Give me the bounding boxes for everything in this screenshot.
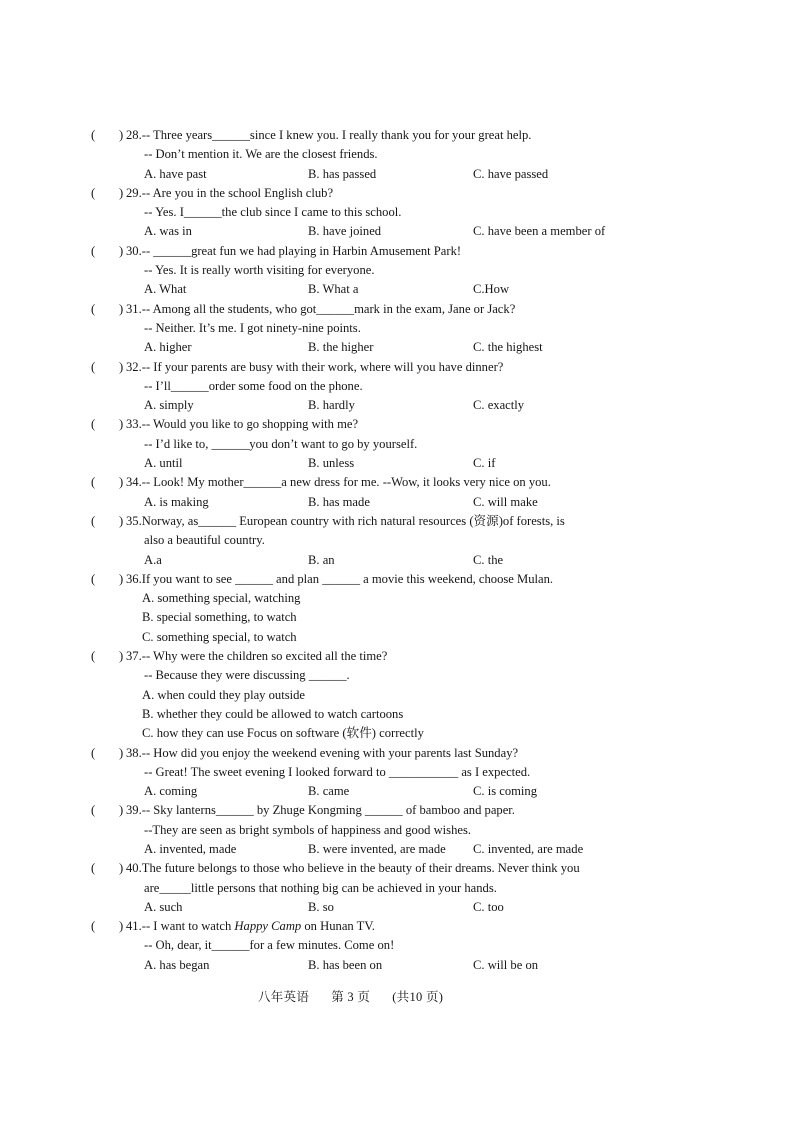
question-continuation-line xyxy=(86,203,646,222)
answer-blank[interactable]: ( ) xyxy=(91,861,124,876)
question-text: --They are seen as bright symbols of happiness and good wishes. xyxy=(144,822,472,837)
option-b[interactable]: B. whether they could be allowed to watch cartoons xyxy=(142,706,404,721)
answer-blank[interactable]: ( ) xyxy=(91,301,124,316)
answer-blank[interactable]: ( ) xyxy=(91,128,124,142)
question-text: -- I’d like to, ______you don’t want to go by yourself. xyxy=(144,436,418,451)
options-row xyxy=(86,493,646,512)
question-continuation-line xyxy=(86,261,646,280)
question-item xyxy=(86,126,646,184)
question-text: -- Yes. I______the club since I came to this school. xyxy=(144,205,402,220)
question-item xyxy=(86,242,646,300)
question-item xyxy=(86,744,646,802)
option-c[interactable]: C. will be on xyxy=(473,957,539,972)
footer-total-pages: (共10 页) xyxy=(392,990,444,1004)
answer-blank[interactable]: ( ) xyxy=(91,359,124,374)
question-stem-line xyxy=(86,300,646,319)
option-a[interactable]: A. when could they play outside xyxy=(142,687,305,702)
question-number: 28. xyxy=(126,128,142,142)
question-text: -- Why were the children so excited all the time? xyxy=(141,649,388,664)
option-b[interactable]: B. came xyxy=(308,784,350,799)
options-row xyxy=(86,782,646,801)
question-text: -- Yes. It is really worth visiting for everyone. xyxy=(144,263,375,278)
show-title: Happy Camp xyxy=(234,919,302,934)
option-a[interactable]: A. is making xyxy=(144,494,209,509)
question-text: -- Oh, dear, it______for a few minutes. Come on! xyxy=(144,938,395,953)
option-c[interactable]: C. if xyxy=(473,456,496,471)
option-c[interactable]: C. how they can use Focus on software (软件) correctly xyxy=(142,726,424,741)
question-continuation-line xyxy=(86,377,646,396)
question-number: 37. xyxy=(126,649,142,664)
options-row xyxy=(86,551,646,570)
option-b[interactable]: B. unless xyxy=(308,456,355,471)
question-number: 36. xyxy=(126,571,142,586)
question-item xyxy=(86,647,646,743)
option-c[interactable]: C. will make xyxy=(473,494,538,509)
option-c[interactable]: C. exactly xyxy=(473,398,525,413)
options-row xyxy=(86,165,646,184)
question-continuation-line xyxy=(86,435,646,454)
options-row xyxy=(86,628,646,647)
options-row xyxy=(86,686,646,705)
options-row xyxy=(86,338,646,357)
question-text: -- Sky lanterns______ by Zhuge Kongming ______ of bamboo and paper. xyxy=(141,803,515,818)
question-number: 41. xyxy=(126,919,142,934)
question-stem-line xyxy=(86,473,646,492)
question-stem-line xyxy=(86,512,646,531)
question-text: -- Great! The sweet evening I looked forward to ___________ as I expected. xyxy=(144,764,531,779)
question-number: 30. xyxy=(126,243,142,258)
option-a[interactable]: A. What xyxy=(144,282,187,297)
question-stem-line xyxy=(86,647,646,666)
question-number: 39. xyxy=(126,803,142,818)
option-b[interactable]: B. What a xyxy=(308,282,359,297)
question-text: -- I want to watch xyxy=(141,919,235,934)
question-text: -- Look! My mother______a new dress for me. --Wow, it looks very nice on you. xyxy=(141,475,551,490)
option-c[interactable]: C. is coming xyxy=(473,784,538,799)
question-text: -- Neither. It’s me. I got ninety-nine points. xyxy=(144,320,361,335)
question-continuation-line xyxy=(86,531,646,550)
question-number: 38. xyxy=(126,745,142,760)
question-text: -- Three years______since I knew you. I really thank you for your great help. xyxy=(141,128,532,142)
option-a[interactable]: A. higher xyxy=(144,340,192,355)
options-row xyxy=(86,724,646,743)
answer-blank[interactable]: ( ) xyxy=(91,649,124,664)
option-c[interactable]: C. have passed xyxy=(473,166,549,181)
question-item xyxy=(86,358,646,416)
footer-page-number: 第 3 页 xyxy=(331,990,371,1004)
options-row xyxy=(86,396,646,415)
question-stem-line xyxy=(86,917,646,936)
question-text: -- How did you enjoy the weekend evening with your parents last Sunday? xyxy=(141,745,519,760)
option-a[interactable]: A. was in xyxy=(144,224,192,239)
question-stem-line xyxy=(86,801,646,820)
options-row xyxy=(86,705,646,724)
option-c[interactable]: C. the highest xyxy=(473,340,543,355)
option-b[interactable]: B. have joined xyxy=(308,224,382,239)
question-item xyxy=(86,512,646,570)
question-text: -- I’ll______order some food on the phone. xyxy=(144,378,363,393)
question-continuation-line xyxy=(86,145,646,164)
option-b[interactable]: B. hardly xyxy=(308,398,355,413)
question-item xyxy=(86,859,646,917)
answer-blank[interactable]: ( ) xyxy=(91,513,124,528)
question-item xyxy=(86,415,646,473)
answer-blank[interactable]: ( ) xyxy=(91,475,124,490)
options-row xyxy=(86,608,646,627)
options-row xyxy=(86,956,646,975)
question-continuation-line xyxy=(86,821,646,840)
option-b[interactable]: B. an xyxy=(308,552,335,567)
option-a[interactable]: A. coming xyxy=(144,784,198,799)
option-a[interactable]: A. such xyxy=(144,899,183,914)
answer-blank[interactable]: ( ) xyxy=(91,185,124,200)
option-c[interactable]: C. something special, to watch xyxy=(142,629,297,644)
option-a[interactable]: A. has began xyxy=(144,957,210,972)
answer-blank[interactable]: ( ) xyxy=(91,243,124,258)
question-item xyxy=(86,801,646,859)
answer-blank[interactable]: ( ) xyxy=(91,745,124,760)
question-text: -- Are you in the school English club? xyxy=(141,185,334,200)
footer-subject: 八年英语 xyxy=(258,990,310,1004)
question-text: on Hunan TV. xyxy=(301,919,375,934)
question-text: -- Among all the students, who got______mark in the exam, Jane or Jack? xyxy=(141,301,516,316)
question-stem-line xyxy=(86,570,646,589)
question-stem-line xyxy=(86,242,646,261)
answer-blank[interactable]: ( ) xyxy=(91,919,124,934)
question-item xyxy=(86,917,646,975)
question-text: If you want to see ______ and plan ______ a movie this weekend, choose Mulan. xyxy=(141,571,554,586)
option-c[interactable]: C. invented, are made xyxy=(473,841,584,856)
option-c[interactable]: C.How xyxy=(473,282,510,297)
option-c[interactable]: C. have been a member of xyxy=(473,224,606,239)
page-footer xyxy=(258,987,465,1005)
question-continuation-line xyxy=(86,936,646,955)
question-text: also a beautiful country. xyxy=(144,533,265,548)
answer-blank[interactable]: ( ) xyxy=(91,571,124,586)
option-c[interactable]: C. too xyxy=(473,899,504,914)
option-c[interactable]: C. the xyxy=(473,552,504,567)
option-a[interactable]: A. until xyxy=(144,456,183,471)
options-row xyxy=(86,280,646,299)
question-stem-line xyxy=(86,415,646,434)
option-b[interactable]: B. has made xyxy=(308,494,370,509)
option-b[interactable]: B. has passed xyxy=(308,166,377,181)
question-text: are_____little persons that nothing big can be achieved in your hands. xyxy=(144,880,497,895)
question-item xyxy=(86,184,646,242)
question-text: The future belongs to those who believe in the beauty of their dreams. Never think you xyxy=(141,861,580,876)
question-text: -- Don’t mention it. We are the closest friends. xyxy=(144,147,378,162)
options-row xyxy=(86,454,646,473)
question-continuation-line xyxy=(86,319,646,338)
question-stem-line xyxy=(86,859,646,878)
option-a[interactable]: A. have past xyxy=(144,166,207,181)
question-item xyxy=(86,570,646,647)
question-list xyxy=(86,126,646,975)
options-row xyxy=(86,840,646,859)
option-a[interactable]: A.a xyxy=(144,552,162,567)
option-a[interactable]: A. simply xyxy=(144,398,194,413)
question-stem-line xyxy=(86,358,646,377)
option-b[interactable]: B. has been on xyxy=(308,957,383,972)
option-b[interactable]: B. the higher xyxy=(308,340,374,355)
question-continuation-line xyxy=(86,763,646,782)
answer-blank[interactable]: ( ) xyxy=(91,803,124,818)
option-a[interactable]: A. invented, made xyxy=(144,841,237,856)
question-number: 33. xyxy=(126,417,142,432)
question-stem-line xyxy=(86,184,646,203)
question-number: 40. xyxy=(126,861,142,876)
question-text: Norway, as______ European country with rich natural resources (资源)of forests, is xyxy=(141,513,565,528)
answer-blank[interactable]: ( ) xyxy=(91,417,124,432)
question-number: 29. xyxy=(126,185,142,200)
question-stem-line xyxy=(86,126,646,145)
question-number: 32. xyxy=(126,359,142,374)
options-row xyxy=(86,222,646,241)
question-text: -- Would you like to go shopping with me? xyxy=(141,417,359,432)
question-continuation-line xyxy=(86,879,646,898)
question-continuation-line xyxy=(86,666,646,685)
question-item xyxy=(86,300,646,358)
question-number: 34. xyxy=(126,475,142,490)
option-b[interactable]: B. so xyxy=(308,899,334,914)
question-text: -- If your parents are busy with their work, where will you have dinner? xyxy=(141,359,504,374)
question-number: 31. xyxy=(126,301,142,316)
question-number: 35. xyxy=(126,513,142,528)
options-row xyxy=(86,898,646,917)
question-text: -- Because they were discussing ______. xyxy=(144,668,350,683)
question-stem-line xyxy=(86,744,646,763)
option-a[interactable]: A. something special, watching xyxy=(142,591,301,606)
option-b[interactable]: B. were invented, are made xyxy=(308,841,446,856)
option-b[interactable]: B. special something, to watch xyxy=(142,610,297,625)
question-item xyxy=(86,473,646,512)
options-row xyxy=(86,589,646,608)
question-text: -- ______great fun we had playing in Harbin Amusement Park! xyxy=(141,243,462,258)
